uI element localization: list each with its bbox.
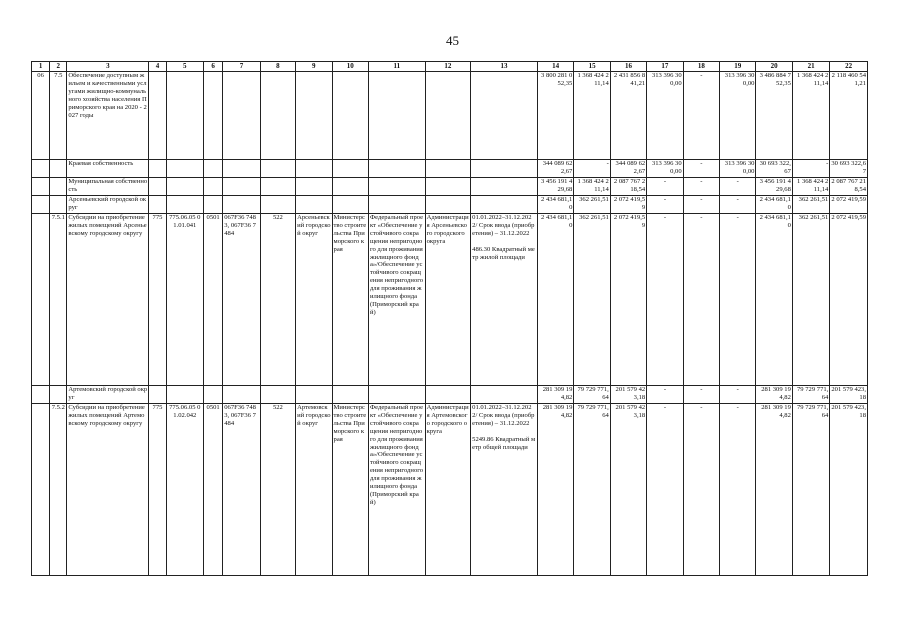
cell-col-9 [296,72,332,160]
column-header-21: 21 [792,62,829,72]
cell-col-2: 7.5.1 [50,214,67,386]
cell-col-16: 2 072 419,59 [610,214,646,386]
cell-col-9 [296,386,332,404]
column-header-12: 12 [425,62,471,72]
cell-col-20: 3 486 884 752,35 [756,72,792,160]
cell-col-14: 2 434 681,10 [537,196,573,214]
column-header-22: 22 [830,62,868,72]
cell-col-21: 79 729 771,64 [792,386,829,404]
cell-col-22: 30 693 322,67 [830,160,868,178]
cell-col-17: 313 396 300,00 [647,72,683,160]
cell-col-22: 201 579 423,18 [830,404,868,576]
cell-col-6 [204,72,223,160]
cell-col-3: Артемовский городской округ [67,386,149,404]
column-header-8: 8 [260,62,295,72]
cell-col-5: 775.06.05 01.02.042 [166,404,203,576]
cell-col-20: 30 693 322,67 [756,160,792,178]
cell-col-12: Администрация Артемовского городского округа [425,404,471,576]
cell-col-15: 362 261,51 [574,214,610,386]
cell-col-14: 3 456 191 429,68 [537,178,573,196]
cell-col-7 [223,178,260,196]
column-header-9: 9 [296,62,332,72]
cell-col-15: 362 261,51 [574,196,610,214]
cell-col-22: 2 087 767 218,54 [830,178,868,196]
cell-col-6 [204,196,223,214]
cell-col-21: 362 261,51 [792,214,829,386]
column-header-6: 6 [204,62,223,72]
cell-col-14: 281 309 194,82 [537,404,573,576]
cell-col-1 [32,404,50,576]
cell-col-17: 313 396 300,00 [647,160,683,178]
column-header-14: 14 [537,62,573,72]
cell-col-19: - [720,214,756,386]
column-header-16: 16 [610,62,646,72]
cell-col-11: Федеральный проект «Обеспечение устойчивого сокращения непригодного для проживания жилищного фонда»/Обеспечение устойчивого сокращения непригодного для проживания жилищного фонда (Приморский край) [368,404,425,576]
cell-col-20: 281 309 194,82 [756,404,792,576]
cell-col-20: 281 309 194,82 [756,386,792,404]
cell-col-2 [50,196,67,214]
column-header-15: 15 [574,62,610,72]
cell-col-5 [166,178,203,196]
cell-col-5 [166,196,203,214]
cell-col-7: 067F36 7483, 067F36 7484 [223,404,260,576]
cell-col-19: - [720,178,756,196]
cell-col-19: - [720,196,756,214]
cell-col-14: 3 800 281 052,35 [537,72,573,160]
cell-col-6 [204,160,223,178]
cell-col-3: Субсидии на приобретение жилых помещений Арсеньевскому городскому округу [67,214,149,386]
cell-col-11: Федеральный проект «Обеспечение устойчивого сокращения непригодного для проживания жилищного фонда»/Обеспечение устойчивого сокращения непригодного для проживания жилищного фонда (Приморский край) [368,214,425,386]
cell-col-3: Субсидии на приобретение жилых помещений Артемовскому городскому округу [67,404,149,576]
cell-col-18: - [683,404,719,576]
cell-col-1 [32,386,50,404]
column-header-20: 20 [756,62,792,72]
cell-col-12 [425,178,471,196]
table-row [32,386,868,404]
column-header-10: 10 [332,62,368,72]
cell-col-18: - [683,160,719,178]
cell-col-4 [149,160,166,178]
cell-col-9 [296,178,332,196]
cell-col-12 [425,160,471,178]
column-header-18: 18 [683,62,719,72]
cell-col-16: 344 089 622,67 [610,160,646,178]
cell-col-15: 79 729 771,64 [574,386,610,404]
cell-col-3: Арсеньевский городской округ [67,196,149,214]
cell-col-21: 1 368 424 211,14 [792,178,829,196]
cell-col-16: 2 431 856 841,21 [610,72,646,160]
cell-col-22: 2 118 460 541,21 [830,72,868,160]
cell-col-13: 01.01.2022–31.12.2022/ Срок ввода (приобретения) – 31.12.2022 486.30 Квадратный метр жилой площади [471,214,538,386]
cell-col-5: 775.06.05 01.01.041 [166,214,203,386]
cell-col-8 [260,196,295,214]
cell-col-8 [260,72,295,160]
cell-col-11 [368,196,425,214]
cell-col-8: 522 [260,404,295,576]
cell-col-5 [166,72,203,160]
cell-col-1 [32,178,50,196]
cell-col-10 [332,386,368,404]
cell-col-4: 775 [149,404,166,576]
column-header-7: 7 [223,62,260,72]
cell-col-4 [149,386,166,404]
cell-col-19: - [720,386,756,404]
cell-col-6: 0501 [204,404,223,576]
cell-col-16: 201 579 423,18 [610,404,646,576]
page-number: 45 [446,33,459,48]
budget-table [31,61,868,576]
cell-col-1 [32,214,50,386]
cell-col-9 [296,160,332,178]
cell-col-18: - [683,214,719,386]
cell-col-1: 06 [32,72,50,160]
cell-col-4 [149,196,166,214]
cell-col-17: - [647,196,683,214]
cell-col-9: Артемовский городской округ [296,404,332,576]
column-header-4: 4 [149,62,166,72]
column-header-3: 3 [67,62,149,72]
cell-col-17: - [647,386,683,404]
cell-col-4 [149,178,166,196]
cell-col-11 [368,160,425,178]
table-row [32,214,868,386]
cell-col-14: 2 434 681,10 [537,214,573,386]
cell-col-22: 2 072 419,59 [830,196,868,214]
header-row [32,62,868,72]
cell-col-16: 2 072 419,59 [610,196,646,214]
cell-col-11 [368,72,425,160]
cell-col-13 [471,386,538,404]
cell-col-7: 067F36 7483, 067F36 7484 [223,214,260,386]
cell-col-10: Министерство строительства Приморского края [332,214,368,386]
cell-col-2 [50,386,67,404]
cell-col-13 [471,72,538,160]
cell-col-3: Краевая собственность [67,160,149,178]
cell-col-8 [260,178,295,196]
cell-col-5 [166,160,203,178]
cell-col-1 [32,196,50,214]
column-header-5: 5 [166,62,203,72]
table-row [32,72,868,160]
cell-col-7 [223,160,260,178]
cell-col-13 [471,196,538,214]
cell-col-21: 362 261,51 [792,196,829,214]
cell-col-14: 281 309 194,82 [537,386,573,404]
cell-col-2 [50,160,67,178]
cell-col-15: 79 729 771,64 [574,404,610,576]
cell-col-16: 2 087 767 218,54 [610,178,646,196]
cell-col-15: 1 368 424 211,14 [574,178,610,196]
cell-col-20: 2 434 681,10 [756,214,792,386]
table-row [32,196,868,214]
cell-col-7 [223,196,260,214]
cell-col-6 [204,178,223,196]
cell-col-8 [260,386,295,404]
cell-col-7 [223,386,260,404]
cell-col-10 [332,72,368,160]
cell-col-11 [368,178,425,196]
cell-col-22: 201 579 423,18 [830,386,868,404]
cell-col-1 [32,160,50,178]
column-header-13: 13 [471,62,538,72]
cell-col-3: Муниципальная собственность [67,178,149,196]
cell-col-9: Арсеньевский городской округ [296,214,332,386]
cell-col-17: - [647,214,683,386]
cell-col-16: 201 579 423,18 [610,386,646,404]
column-header-1: 1 [32,62,50,72]
cell-col-9 [296,196,332,214]
cell-col-22: 2 072 419,59 [830,214,868,386]
cell-col-21: 1 368 424 211,14 [792,72,829,160]
cell-col-2: 7.5.2 [50,404,67,576]
table-row [32,404,868,576]
cell-col-8: 522 [260,214,295,386]
cell-col-14: 344 089 622,67 [537,160,573,178]
cell-col-18: - [683,72,719,160]
cell-col-8 [260,160,295,178]
table-row [32,178,868,196]
cell-col-4: 775 [149,214,166,386]
cell-col-5 [166,386,203,404]
cell-col-19: 313 396 300,00 [720,72,756,160]
cell-col-3: Обеспечение доступным жильем и качественными услугами жилищно-коммунального хозяйства населения Приморского края на 2020 - 2027 годы [67,72,149,160]
cell-col-6: 0501 [204,214,223,386]
cell-col-2 [50,178,67,196]
column-header-17: 17 [647,62,683,72]
cell-col-17: - [647,404,683,576]
table-row [32,160,868,178]
column-header-11: 11 [368,62,425,72]
cell-col-12 [425,72,471,160]
cell-col-7 [223,72,260,160]
cell-col-18: - [683,196,719,214]
cell-col-12 [425,386,471,404]
cell-col-18: - [683,386,719,404]
cell-col-13 [471,178,538,196]
cell-col-20: 2 434 681,10 [756,196,792,214]
cell-col-10: Министерство строительства Приморского края [332,404,368,576]
cell-col-18: - [683,178,719,196]
column-header-19: 19 [720,62,756,72]
cell-col-12 [425,196,471,214]
cell-col-4 [149,72,166,160]
cell-col-11 [368,386,425,404]
cell-col-13 [471,160,538,178]
cell-col-15: - [574,160,610,178]
cell-col-21: 79 729 771,64 [792,404,829,576]
cell-col-15: 1 368 424 211,14 [574,72,610,160]
column-header-2: 2 [50,62,67,72]
cell-col-10 [332,196,368,214]
cell-col-20: 3 456 191 429,68 [756,178,792,196]
cell-col-19: 313 396 300,00 [720,160,756,178]
table-body [32,72,868,576]
cell-col-10 [332,178,368,196]
cell-col-21: - [792,160,829,178]
cell-col-19: - [720,404,756,576]
cell-col-13: 01.01.2022–31.12.2022/ Срок ввода (приобретения) – 31.12.2022 5249.86 Квадратный метр общей площади [471,404,538,576]
cell-col-12: Администрация Арсеньевского городского округа [425,214,471,386]
cell-col-6 [204,386,223,404]
cell-col-2: 7.5 [50,72,67,160]
cell-col-10 [332,160,368,178]
cell-col-17: - [647,178,683,196]
